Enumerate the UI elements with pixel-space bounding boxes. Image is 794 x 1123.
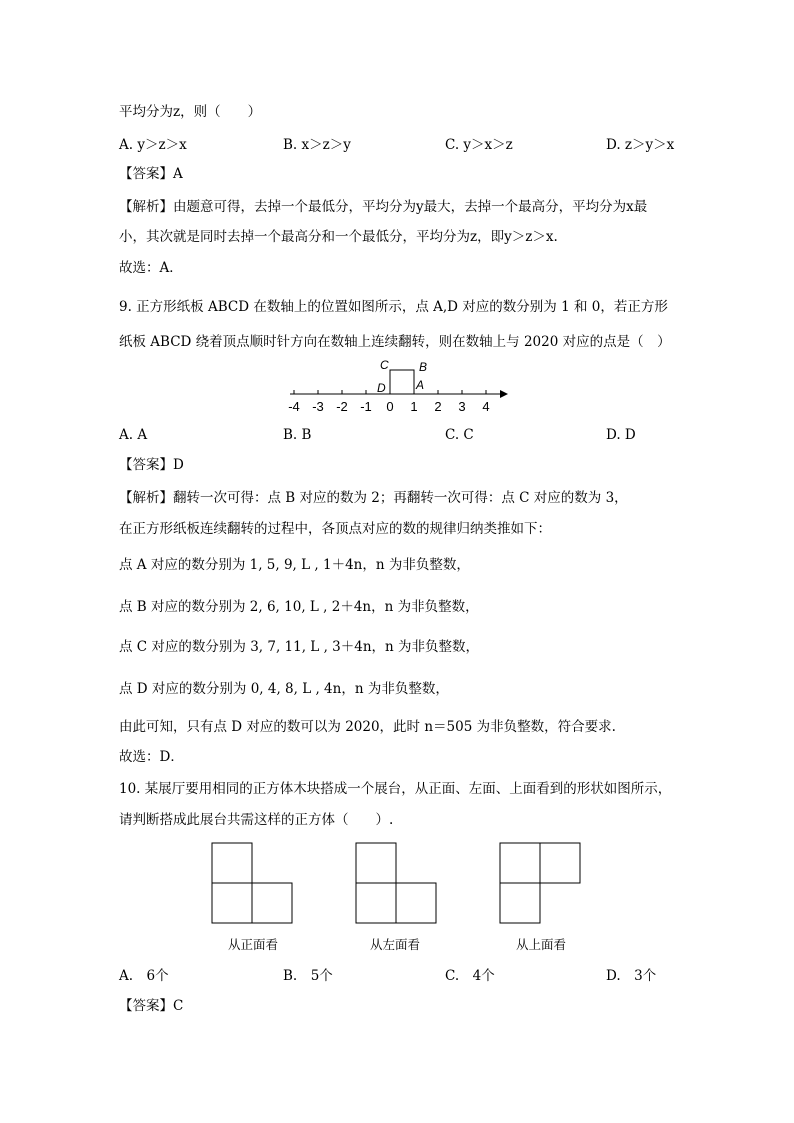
q8-option-c: C. y＞x＞z	[445, 137, 513, 153]
tick-label: 2	[434, 399, 442, 414]
vertex-label-a: A	[416, 378, 425, 392]
q9-rule-c: 点 C 对应的数分别为 3, 7, 11, L , 3＋4n，n 为非负整数，	[119, 639, 480, 655]
tick-label: -1	[360, 399, 372, 414]
front-view-caption: 从正面看	[228, 937, 279, 952]
front-view-figure	[211, 842, 295, 926]
tick-label: 4	[482, 399, 490, 414]
q9-stem-line2: 纸板 ABCD 绕着顶点顺时针方向在数轴上连续翻转，则在数轴上与 2020 对应的点是（ ）	[119, 334, 671, 350]
q9-option-a: A. A	[119, 427, 148, 443]
square-abcd	[390, 370, 414, 394]
q8-option-d: D. z＞y＞x	[606, 137, 675, 153]
tick-label: 3	[458, 399, 466, 414]
q8-stem-tail: 平均分为z，则（ ）	[119, 104, 262, 120]
q9-option-b: B. B	[283, 427, 312, 443]
q9-analysis-line1: 【解析】翻转一次可得：点 B 对应的数为 2；再翻转一次可得：点 C 对应的数为 3，	[119, 490, 628, 506]
q10-stem-line1: 10. 某展厅要用相同的正方体木块搭成一个展台，从正面、左面、上面看到的形状如图所示，	[119, 781, 672, 797]
q9-conclusion: 由此可知，只有点 D 对应的数可以为 2020，此时 n＝505 为非负整数，符合要求.	[119, 719, 616, 735]
left-view-figure	[355, 842, 439, 926]
q8-option-b: B. x＞z＞y	[283, 137, 351, 153]
q10-option-d: D. 3个	[606, 968, 657, 984]
number-line-figure	[280, 355, 520, 417]
q9-rule-b: 点 B 对应的数分别为 2, 6, 10, L , 2＋4n，n 为非负整数，	[119, 599, 479, 615]
q10-option-c: C. 4个	[445, 968, 495, 984]
left-view-caption: 从左面看	[370, 937, 421, 952]
vertex-label-c: C	[380, 358, 389, 372]
q9-answer: 【答案】D	[119, 457, 184, 473]
q8-answer: 【答案】A	[119, 166, 183, 182]
top-view-caption: 从上面看	[516, 937, 567, 952]
vertex-label-d: D	[377, 381, 386, 395]
top-view-figure	[499, 842, 583, 926]
q9-choice: 故选：D．	[119, 749, 184, 765]
q8-option-a: A. y＞z＞x	[119, 137, 187, 153]
tick-label: 1	[410, 399, 418, 414]
axis-arrow	[500, 390, 508, 398]
q10-answer: 【答案】C	[119, 998, 184, 1014]
q10-stem-line2: 请判断搭成此展台共需这样的正方体（ ）.	[119, 812, 394, 828]
q9-option-c: C. C	[445, 427, 474, 443]
q8-analysis-line1: 【解析】由题意可得，去掉一个最低分，平均分为y最大，去掉一个最高分，平均分为x最	[119, 199, 648, 215]
q9-rule-d: 点 D 对应的数分别为 0, 4, 8, L , 4n，n 为非负整数，	[119, 681, 449, 697]
q9-rule-a: 点 A 对应的数分别为 1, 5, 9, L , 1＋4n，n 为非负整数，	[119, 557, 470, 573]
q9-stem-line1: 9. 正方形纸板 ABCD 在数轴上的位置如图所示，点 A,D 对应的数分别为 1 和 0，若正方形	[119, 299, 668, 315]
tick-label: -2	[336, 399, 348, 414]
q10-option-a: A. 6个	[119, 968, 169, 984]
q10-option-b: B. 5个	[283, 968, 333, 984]
tick-label: -3	[312, 399, 324, 414]
tick-label: 0	[386, 399, 394, 414]
q8-analysis-line2: 小，其次就是同时去掉一个最高分和一个最低分，平均分为z，即y＞z＞x.	[119, 229, 558, 245]
q9-analysis-line2: 在正方形纸板连续翻转的过程中，各顶点对应的数的规律归纳类推如下：	[119, 521, 551, 537]
q8-choice: 故选：A．	[119, 260, 183, 276]
q9-option-d: D. D	[606, 427, 636, 443]
tick-label: -4	[288, 399, 300, 414]
vertex-label-b: B	[419, 360, 428, 374]
